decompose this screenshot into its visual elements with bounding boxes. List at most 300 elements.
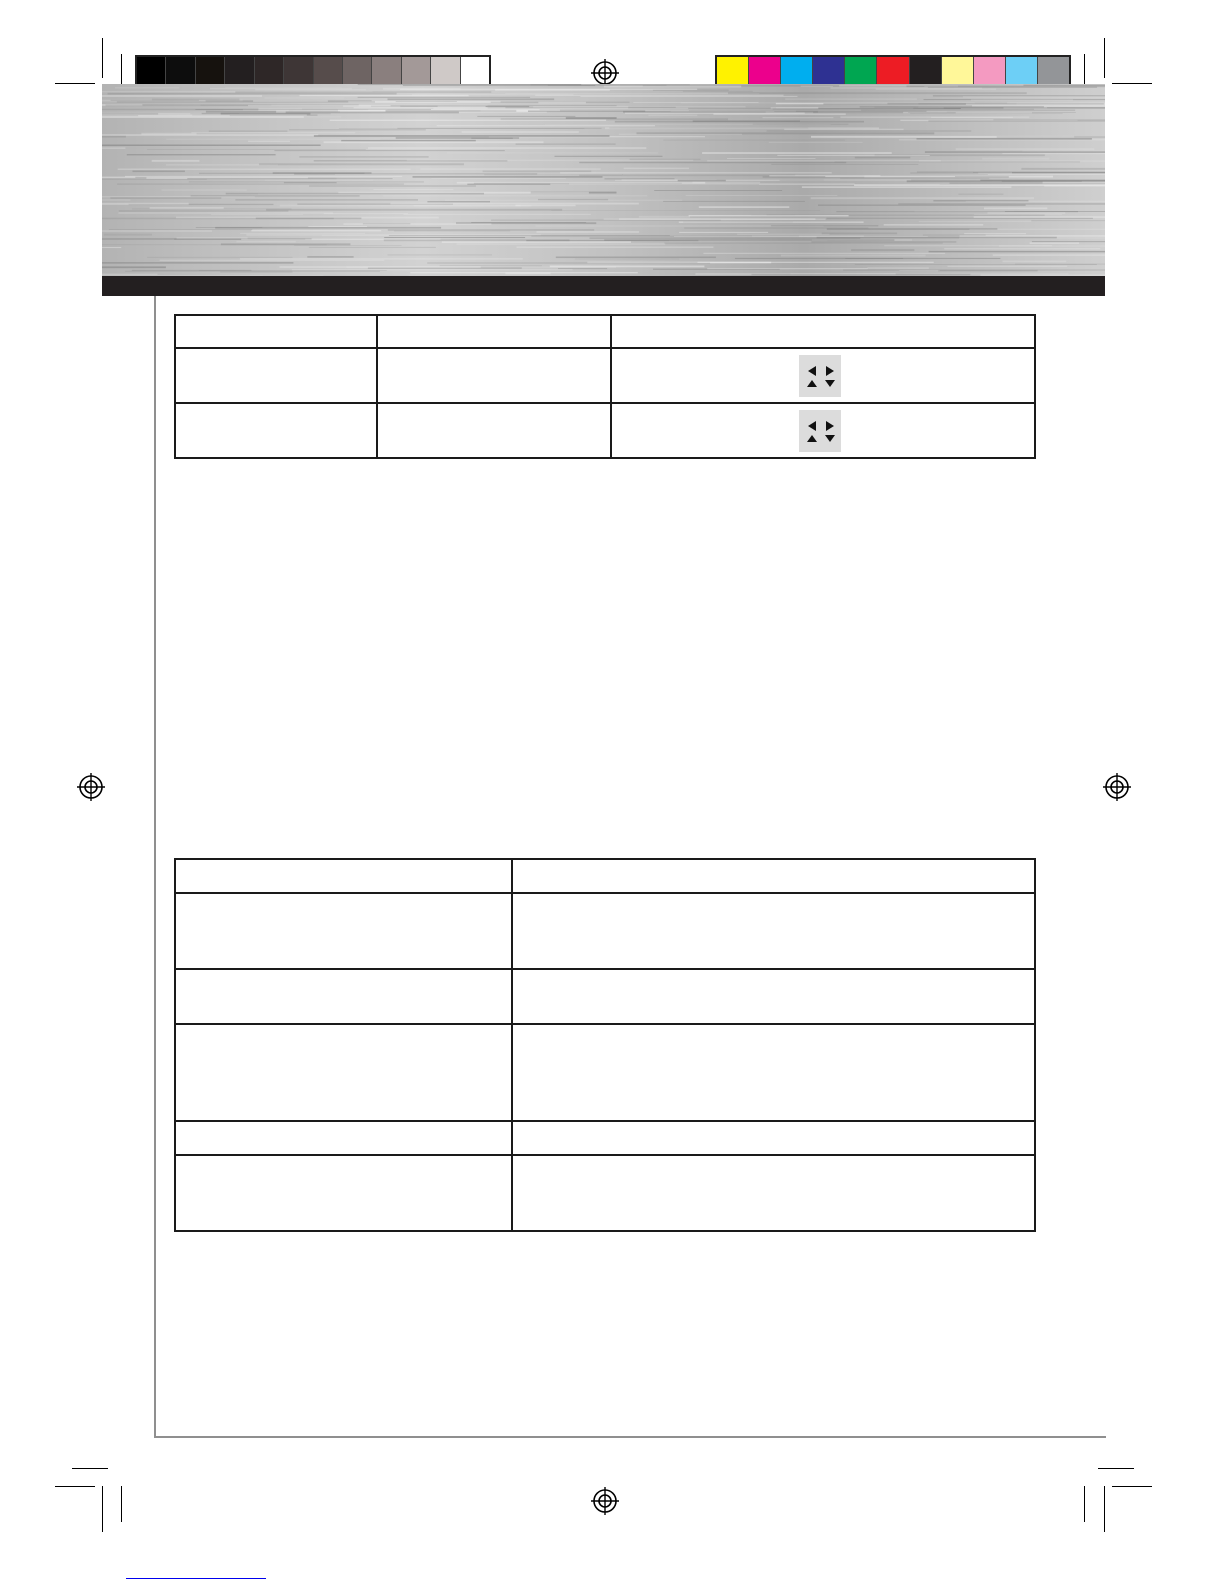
metal-streak [505,93,759,94]
metal-streak [624,168,689,170]
metal-streak [102,231,212,232]
metal-streak [166,139,380,140]
metal-streak [308,226,367,227]
metal-streak [698,262,934,263]
metal-streak [505,272,550,274]
metal-streak [919,221,1105,222]
metal-streak [237,241,296,243]
crop-mark [55,83,95,84]
metal-streak [707,268,867,269]
metal-streak [132,209,291,210]
metal-streak [300,95,469,96]
metal-streak [558,268,607,269]
arrow-keys-icon [799,355,841,397]
color-swatch [781,57,813,87]
metal-streak [615,121,864,123]
metal-streak [993,254,1105,256]
metal-streak [699,206,790,208]
info-table [174,858,1036,1232]
metal-streak [1032,241,1105,242]
table-row [175,969,1035,1024]
metal-streak [619,218,816,220]
table-cell [512,859,1035,893]
metal-streak [390,203,638,205]
metal-streak [771,164,918,165]
metal-streak [630,159,701,160]
metal-streak [679,232,768,233]
metal-streak [938,270,1038,272]
table-cell [377,348,611,403]
color-swatch [877,57,909,87]
metal-streak [693,182,761,184]
metal-streak [669,241,828,242]
table-cell [512,893,1035,969]
metal-streak [125,176,402,177]
metal-streak [771,225,878,226]
metal-streak [240,233,365,234]
metal-streak [117,101,375,102]
metal-streak [980,180,1105,181]
metal-streak [575,259,680,260]
metal-streak [907,86,1106,88]
metal-streak [550,266,705,268]
metal-streak [109,229,252,230]
metal-streak [969,229,1105,230]
table-cell [377,403,611,458]
settings-table [174,314,1036,459]
crop-mark [1098,1468,1134,1469]
metal-streak [341,140,476,142]
table-cell [512,969,1035,1024]
metal-streak [910,172,978,173]
registration-mark-icon [590,1486,620,1516]
metal-streak [457,243,666,245]
metal-streak [802,186,1012,188]
table-cell [611,315,1035,348]
metal-streak [102,134,318,135]
metal-streak [206,111,276,113]
metal-streak [396,101,457,102]
table-cell [512,1024,1035,1121]
metal-streak [931,117,1013,118]
table-cell [175,893,512,969]
metal-streak [471,222,586,223]
crop-mark [102,1486,103,1532]
metal-streak [516,143,616,144]
metal-streak [663,201,805,202]
arrow-keys-icon [799,410,841,452]
metal-streak [440,265,542,266]
metal-streak [427,262,710,263]
metal-streak [648,115,697,116]
metal-streak [1003,261,1067,263]
metal-streak [102,245,327,246]
metal-streak [538,199,608,200]
metal-streak [248,141,290,142]
metal-streak [580,96,797,97]
metal-streak [777,155,930,156]
metal-streak [273,172,372,174]
metal-streak [1021,168,1105,170]
color-swatch [196,57,225,87]
metal-streak [1030,242,1079,244]
metal-streak [220,271,292,273]
metal-streak [959,238,1105,239]
metal-streak [102,116,341,117]
metal-streak [162,189,247,190]
metal-streak [845,258,903,259]
metal-streak [251,230,381,231]
metal-streak [226,193,484,195]
metal-streak [1031,221,1105,222]
metal-streak [639,216,690,218]
table-cell [512,1121,1035,1155]
color-swatch [431,57,460,87]
metal-streak [997,137,1105,138]
crop-mark [1112,83,1152,84]
metal-streak [961,108,1105,109]
metal-streak [1043,182,1105,184]
metal-streak [811,197,1034,199]
metal-streak [284,182,337,183]
metal-streak [294,245,402,246]
table-cell [377,315,611,348]
metal-streak [358,97,530,98]
metal-streak [102,262,293,264]
metal-streak [944,248,1100,249]
metal-streak [973,172,1105,173]
metal-streak [102,199,130,200]
metal-streak [619,134,742,135]
metal-streak [117,184,404,185]
color-swatch [910,57,942,87]
table-cell [611,403,1035,458]
metal-streak [324,213,408,214]
metal-streak [988,174,1105,175]
color-swatch [166,57,195,87]
metal-streak [769,142,863,143]
metal-streak [118,213,333,214]
crop-mark [121,1486,122,1522]
table-cell [175,1155,512,1231]
table-row [175,1121,1035,1155]
metal-streak [187,178,392,179]
metal-streak [560,172,832,173]
metal-streak [654,190,782,191]
metal-streak [437,125,655,126]
metal-streak [727,158,816,159]
metal-streak [292,269,573,270]
crop-mark [1104,1486,1105,1532]
metal-streak [110,197,221,199]
metal-streak [515,205,575,207]
table-cell [175,348,377,403]
metal-streak [442,241,631,243]
metal-streak [127,154,276,155]
metal-streak [923,234,986,235]
metal-streak [966,104,1105,105]
metal-streak [259,163,464,165]
color-swatch [845,57,877,87]
color-swatch [402,57,431,87]
header-dark-bar [102,276,1105,296]
metal-streak [265,98,345,99]
crop-mark [72,1468,108,1469]
metal-streak [933,95,1105,97]
color-swatch [284,57,313,87]
metal-streak [102,145,321,146]
metal-streak [343,223,491,225]
metal-streak [235,92,491,93]
metal-streak [447,153,658,154]
metal-streak [299,156,428,157]
metal-streak [851,249,914,251]
page-frame-bottom [154,1436,1106,1438]
metal-streak [119,210,289,212]
metal-streak [899,270,940,271]
metal-streak [486,106,530,107]
metal-streak [679,221,864,223]
metal-streak [388,98,555,100]
metal-streak [483,171,592,173]
metal-streak [763,117,834,118]
metal-streak [190,113,330,114]
metal-streak [420,168,600,169]
metal-streak [689,215,849,216]
metal-streak [855,264,1097,265]
metal-streak [388,229,594,231]
metal-streak [191,196,360,197]
metal-streak [963,97,1105,98]
metal-streak [702,152,892,154]
metal-streak [686,195,838,196]
metal-streak [132,270,252,271]
table-cell [611,348,1035,403]
color-swatch [974,57,1006,87]
color-swatch [372,57,401,87]
metal-streak [982,158,1049,160]
metal-streak [948,266,1068,267]
color-swatch [813,57,845,87]
metal-streak [1002,153,1105,154]
table-cell [175,315,377,348]
table-row [175,315,1035,348]
metal-streak [432,178,566,179]
table-cell [512,1155,1035,1231]
metal-streak [108,93,397,95]
metal-streak [211,214,303,215]
registration-mark-icon [1102,772,1132,802]
metal-streak [825,176,955,177]
metal-streak [1005,211,1105,212]
metal-streak [147,149,366,150]
metal-streak [389,235,670,236]
metal-streak [413,176,603,178]
table-cell [175,969,512,1024]
table-row [175,403,1035,458]
metal-streak [102,95,262,97]
metal-streak [102,197,255,198]
metal-streak [933,200,1028,201]
metal-streak [713,113,845,114]
metal-streak [1007,102,1105,103]
metal-streak [537,231,640,233]
metal-streak [898,203,1105,205]
metal-streak [383,195,647,196]
metal-streak [987,212,1065,213]
metal-streak [384,237,525,238]
metal-streak [964,233,1026,234]
metal-streak [280,266,481,268]
metal-streak [728,92,1027,94]
metal-streak [1044,185,1105,186]
metal-streak [104,234,152,236]
color-swatch [343,57,372,87]
metal-streak [555,156,663,157]
metal-streak [235,199,418,201]
metal-streak [388,255,493,256]
metal-streak [1023,85,1105,86]
metal-streak [884,224,984,225]
color-swatch [461,57,489,87]
color-swatch [1038,57,1069,87]
metal-streak [683,91,753,92]
metal-streak [737,234,829,235]
metal-streak [813,112,903,114]
metal-streak [210,88,352,89]
crop-mark [1104,38,1105,78]
metal-streak [827,218,1093,219]
metal-streak [956,148,1095,150]
metal-streak [307,256,353,258]
metal-streak [240,258,523,259]
metal-streak [354,107,506,108]
table-row [175,348,1035,403]
table-row [175,1024,1035,1121]
registration-mark-icon [76,772,106,802]
metal-streak [822,233,897,235]
metal-streak [495,89,610,91]
metal-streak [462,131,579,132]
crop-mark [1112,1486,1152,1487]
metal-streak [707,161,941,162]
color-swatch [255,57,284,87]
metal-streak [958,194,1003,195]
metal-streak [147,257,292,258]
table-row [175,893,1035,969]
metal-streak [196,227,262,228]
metal-streak [141,133,196,135]
metal-streak [671,111,775,112]
crop-mark [102,38,103,78]
metal-streak [974,216,1105,218]
color-swatch [314,57,343,87]
metal-streak [535,95,783,96]
metal-streak [477,116,575,117]
page-frame-left [154,296,156,1438]
metal-streak [397,128,601,129]
metal-streak [102,148,125,149]
metal-streak [956,112,1032,113]
metal-streak [855,157,911,159]
color-swatch [749,57,781,87]
brushed-metal-header [102,84,1105,276]
metal-streak [102,274,158,275]
metal-streak [404,214,591,215]
metal-streak [335,174,622,175]
metal-streak [373,189,453,190]
table-row [175,859,1035,893]
bottom-edge-line [126,1578,266,1579]
metal-streak [925,151,1105,153]
crop-mark [55,1486,95,1487]
metal-streak [785,99,917,100]
metal-streak [152,99,240,101]
metal-streak [427,201,490,202]
metal-streak [102,266,166,268]
metal-streak [703,253,945,254]
metal-streak [876,89,996,90]
color-swatch [942,57,974,87]
metal-streak [265,180,373,181]
metal-streak [160,260,385,261]
metal-streak [551,210,820,211]
metal-streak [545,124,831,125]
metal-streak [517,246,714,248]
metal-streak [133,171,185,173]
metal-streak [811,241,956,242]
metal-streak [971,99,1073,100]
metal-streak [899,139,1105,140]
metal-streak [280,205,521,207]
metal-streak [309,186,476,187]
table-cell [175,403,377,458]
metal-streak [266,209,562,211]
metal-streak [256,218,362,220]
metal-streak [860,106,1044,107]
metal-streak [289,129,426,130]
metal-streak [358,84,582,85]
metal-streak [191,132,355,133]
metal-streak [314,135,610,137]
metal-streak [538,102,586,104]
metal-streak [471,138,513,139]
metal-streak [467,184,550,185]
metal-streak [664,243,943,244]
metal-streak [781,255,926,257]
color-swatch [717,57,749,87]
metal-streak [330,120,606,121]
metal-streak [102,203,189,205]
metal-streak [324,141,544,143]
metal-streak [605,127,879,129]
crop-mark [1084,1486,1085,1522]
metal-streak [309,247,436,248]
metal-streak [152,160,200,162]
metal-streak [102,113,158,115]
metal-streak [579,162,846,163]
metal-streak [209,131,288,132]
metal-streak [118,169,411,171]
table-cell [175,1024,512,1121]
metal-streak [861,110,1075,111]
metal-streak [867,267,929,269]
metal-streak [604,86,741,88]
metal-streak [840,178,989,179]
color-swatch [225,57,254,87]
metal-streak [102,247,121,248]
color-swatch [1006,57,1038,87]
